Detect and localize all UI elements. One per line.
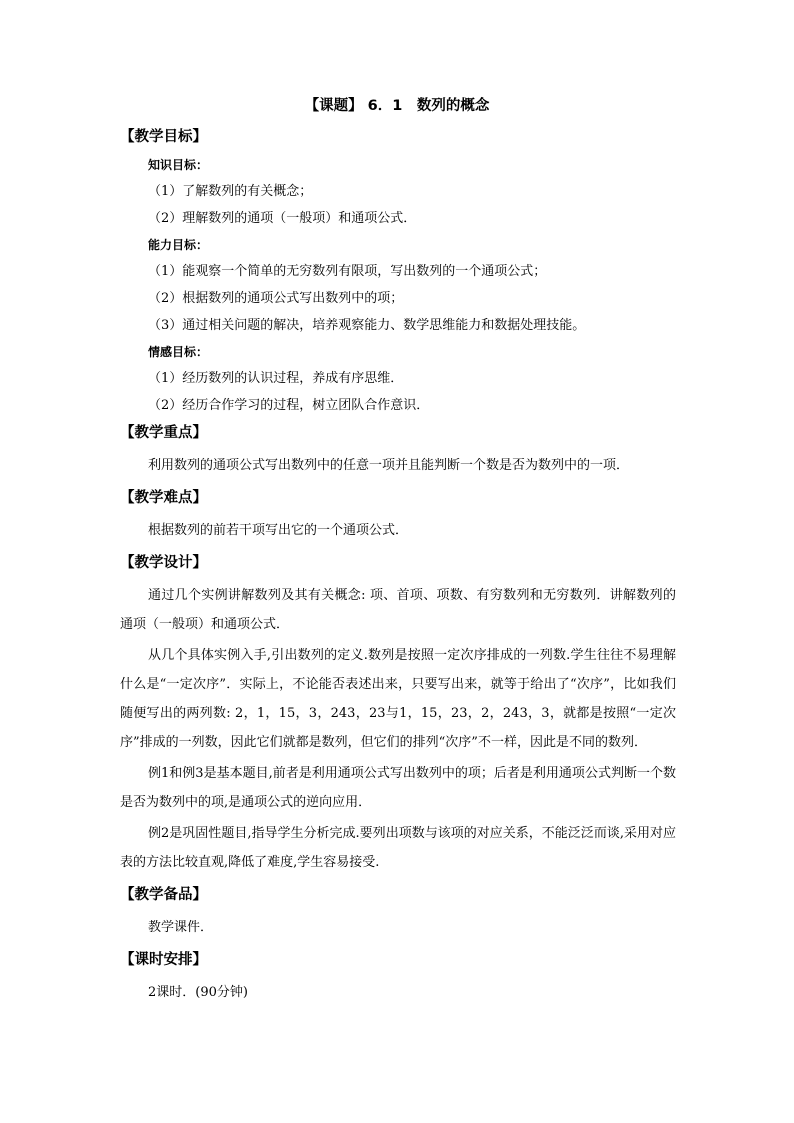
ability-goal-item: （1）能观察一个简单的无穷数列有限项，写出数列的一个通项公式；: [148, 264, 547, 279]
schedule-heading: 【课时安排】: [120, 952, 207, 968]
knowledge-goal-item: （2）理解数列的通项（一般项）和通项公式．: [148, 211, 417, 226]
difficulties-text: 根据数列的前若干项写出它的一个通项公式．: [148, 523, 409, 538]
design-paragraph: 例2是巩固性题目,指导学生分析完成.要列出项数与该项的对应关系，不能泛泛而谈,采用对应表的方法比较直观,降低了难度,学生容易接受.: [120, 826, 676, 870]
design-paragraph: 通过几个实例讲解数列及其有关概念: 项、首项、项数、有穷数列和无穷数列．讲解数列的通项（一般项）和通项公式．: [120, 588, 676, 632]
knowledge-goals-label: 知识目标：: [148, 158, 209, 172]
design-paragraph: 从几个具体实例入手,引出数列的定义.数列是按照一定次序排成的一列数.学生往往不易理解什么是“一定次序”．实际上，不论能否表述出来，只要写出来，就等于给出了“次序”，比如我们随便写出的两列数: 2，1，15，3，243，23与1，15，23，2，243，3，就都是按照“一定次序”排成的一列数，因此它们就都是数列，但它们的排列“次序”不一样，因此是不同的数列．: [120, 648, 676, 750]
goals-heading: 【教学目标】: [120, 129, 207, 145]
difficulties-heading: 【教学难点】: [120, 490, 207, 506]
document-body: [120, 126, 676, 1014]
schedule-text: 2课时．(90分钟): [148, 985, 248, 1000]
design-heading: 【教学设计】: [120, 555, 207, 571]
design-paragraph: 例1和例3是基本题目,前者是利用通项公式写出数列中的项；后者是利用通项公式判断一个数是否为数列中的项,是通项公式的逆向应用．: [120, 766, 676, 810]
ability-goals-label: 能力目标：: [148, 238, 209, 252]
materials-heading: 【教学备品】: [120, 887, 207, 903]
emotion-goals-label: 情感目标：: [148, 345, 209, 359]
knowledge-goal-item: （1）了解数列的有关概念；: [148, 184, 313, 199]
lesson-title: 【课题】 6．1 数列的概念: [304, 98, 490, 114]
emotion-goal-item: （2）经历合作学习的过程，树立团队合作意识．: [148, 398, 430, 413]
key-points-text: 利用数列的通项公式写出数列中的任意一项并且能判断一个数是否为数列中的一项．: [148, 458, 630, 473]
emotion-goal-item: （1）经历数列的认识过程，养成有序思维．: [148, 371, 404, 386]
ability-goal-item: （2）根据数列的通项公式写出数列中的项；: [148, 291, 404, 306]
materials-text: 教学课件．: [148, 920, 214, 935]
key-points-heading: 【教学重点】: [120, 425, 207, 441]
ability-goal-item: （3）通过相关问题的解决，培养观察能力、数学思维能力和数据处理技能。: [148, 318, 586, 333]
